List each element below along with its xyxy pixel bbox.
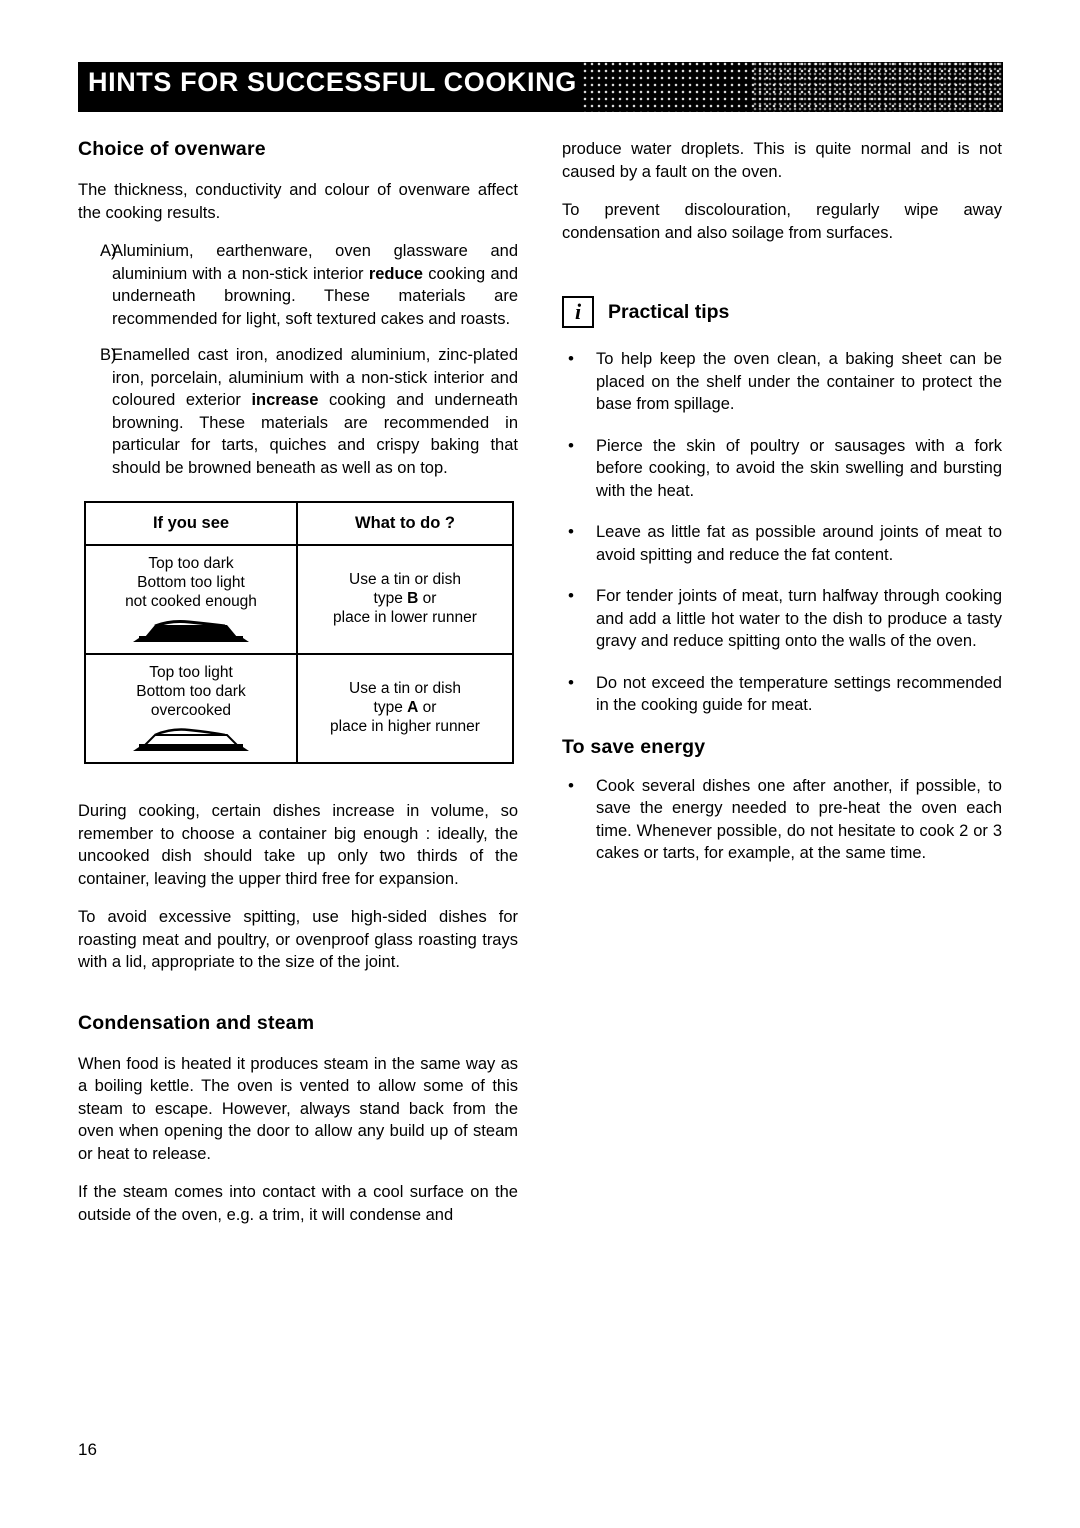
heading-choice-of-ovenware: Choice of ovenware: [78, 138, 266, 160]
bullet-glyph: •: [568, 672, 574, 692]
symptom-line: Top too light: [149, 664, 233, 681]
list-item: [562, 435, 1002, 503]
list-text: Pierce the skin of poultry or sausages with a fork before cooking, to avoid the skin swelling and bursting with the heat.: [596, 436, 1002, 500]
save-energy-list: [562, 775, 1002, 865]
practical-tips-list: [562, 348, 1002, 717]
table-header-what-to-do: What to do ?: [355, 514, 455, 532]
page-title: HINTS FOR SUCCESSFUL COOKING: [88, 67, 577, 97]
table-cell-remedy: [298, 655, 512, 762]
list-item: [562, 585, 1002, 653]
practical-tips-heading: [562, 296, 1002, 328]
remedy-line: Use a tin or dish: [349, 680, 461, 697]
heading-practical-tips: Practical tips: [608, 300, 730, 323]
heading-to-save-energy: To save energy: [562, 735, 706, 758]
paragraph-ovenware-intro: The thickness, conductivity and colour of ovenware affect the cooking results.: [78, 181, 518, 222]
left-column: [78, 138, 518, 1226]
list-text: Leave as little fat as possible around joints of meat to avoid spitting and reduce the fat content.: [596, 523, 1002, 564]
symptom-line: Bottom too dark: [136, 683, 246, 700]
troubleshooting-table: [84, 501, 514, 764]
table-row: [86, 653, 512, 762]
header-halftone-pattern-dense: [753, 62, 1003, 112]
list-item: [78, 344, 518, 479]
bullet-glyph: •: [568, 586, 574, 605]
heading-condensation-and-steam: Condensation and steam: [78, 1011, 315, 1034]
list-item: [562, 521, 1002, 566]
paragraph-steam-1: When food is heated it produces steam in the same way as a boiling kettle. The oven is vented to allow some of this steam to escape. However, always stand back from the oven when opening the door to allow any build up of steam or heat to release.: [78, 1054, 518, 1163]
list-marker: A): [100, 242, 117, 260]
list-text: Enamelled cast iron, anodized aluminium, zinc-plated iron, porcelain, aluminium with a non-stick interior and coloured exterior increase cooking and underneath browning. These materials are recommended in particular for tarts, quiches and crispy baking that should be browned beneath as well as on top.: [112, 346, 518, 477]
list-text: Do not exceed the temperature settings recommended in the cooking guide for meat.: [596, 673, 1002, 714]
page-header-band: [78, 62, 1003, 112]
bullet-glyph: •: [568, 435, 574, 455]
right-column: [562, 138, 1002, 884]
symptom-line: overcooked: [150, 702, 232, 719]
table-row: [86, 544, 512, 653]
page-number: 16: [78, 1440, 97, 1459]
bullet-glyph: •: [568, 775, 574, 795]
table-cell-remedy: [298, 546, 512, 653]
info-icon: i: [562, 296, 594, 328]
dish-dark-top-icon: [131, 617, 251, 645]
remedy-line: place in lower runner: [333, 609, 477, 626]
list-marker: B): [100, 346, 117, 364]
remedy-line: Use a tin or dish: [349, 571, 461, 588]
spacer: [562, 260, 1002, 296]
list-item: [562, 348, 1002, 416]
list-text: To help keep the oven clean, a baking sheet can be placed on the shelf under the container to protect the base from spillage.: [596, 350, 1002, 413]
symptom-line: not cooked enough: [125, 593, 257, 610]
paragraph-excessive-spitting: To avoid excessive spitting, use high-sided dishes for roasting meat and poultry, or ovenproof glass roasting trays with a lid, appropriate to the size of the joint.: [78, 908, 518, 971]
paragraph-water-droplets: produce water droplets. This is quite normal and is not caused by a fault on the oven.: [562, 140, 1002, 181]
dish-dark-bottom-icon: [131, 726, 251, 754]
list-text: Aluminium, earthenware, oven glassware and aluminium with a non-stick interior reduce cooking and underneath browning. These materials are recommended for light, soft textured cakes and roasts.: [112, 242, 518, 328]
spacer: [78, 764, 518, 800]
table-cell-symptom: [86, 546, 298, 653]
symptom-line: Bottom too light: [137, 574, 245, 591]
bullet-glyph: •: [568, 522, 574, 541]
symptom-line: Top too dark: [148, 555, 234, 572]
list-text: Cook several dishes one after another, if possible, to save the energy needed to pre-heat the oven each time. Whenever possible, do not hesitate to cook 2 or 3 cakes or tarts, for example, at the same time.: [596, 776, 1002, 862]
paragraph-dish-volume: During cooking, certain dishes increase in volume, so remember to choose a container big enough : ideally, the uncooked dish should take up only two thirds of the container, leaving the upper third free for expansion.: [78, 802, 518, 888]
remedy-line: type A or: [373, 699, 437, 716]
remedy-line: place in higher runner: [330, 718, 480, 735]
spacer: [78, 990, 518, 1012]
ovenware-lettered-list: [78, 240, 518, 479]
table-cell-symptom: [86, 655, 298, 762]
table-header-if-you-see: If you see: [86, 503, 298, 544]
table-header-row: [86, 503, 512, 544]
paragraph-steam-2: If the steam comes into contact with a cool surface on the outside of the oven, e.g. a trim, it will condense and: [78, 1183, 518, 1224]
remedy-line: type B or: [373, 590, 437, 607]
list-text: For tender joints of meat, turn halfway through cooking and add a little hot water to the dish to produce a tasty gravy and reduce spitting onto the walls of the oven.: [596, 587, 1002, 650]
list-item: [78, 240, 518, 330]
bullet-glyph: •: [568, 349, 574, 368]
paragraph-prevent-discolouration: To prevent discolouration, regularly wipe away condensation and also soilage from surfaces.: [562, 201, 1002, 242]
list-item: [562, 672, 1002, 717]
list-item: [562, 775, 1002, 865]
